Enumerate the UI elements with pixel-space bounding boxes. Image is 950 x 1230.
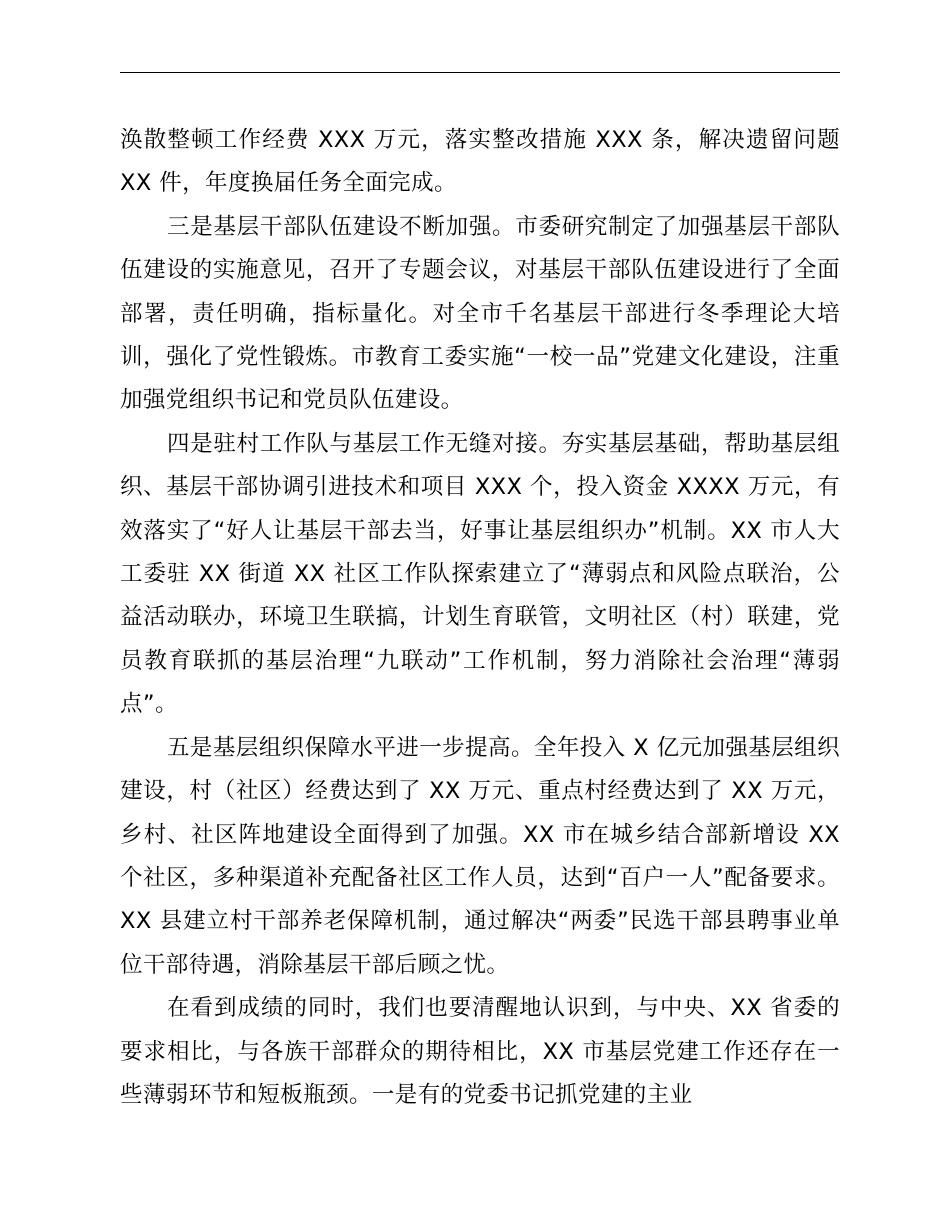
- paragraph-shortcomings: 在看到成绩的同时，我们也要清醒地认识到，与中央、XX 省委的要求相比，与各族干部群众的期待相比，XX 市基层党建工作还存在一些薄弱环节和短板瓶颈。一是有的党委书记抓党建的主业: [120, 995, 840, 1108]
- paragraph-item-5: 五是基层组织保障水平进一步提高。全年投入 X 亿元加强基层组织建设，村（社区）经费达到了 XX 万元、重点村经费达到了 XX 万元，乡村、社区阵地建设全面得到了加强。XX 市在城乡结合部新增设 XX 个社区，多种渠道补充配备社区工作人员，达到“百户一人”配备要求。XX 县建立村干部养老保障机制，通过解决“两委”民选干部县聘事业单位干部待遇，消除基层干部后顾之忧。: [120, 734, 840, 978]
- paragraph-item-4: 四是驻村工作队与基层工作无缝对接。夯实基层基础，帮助基层组织、基层干部协调引进技术和项目 XXX 个，投入资金 XXXX 万元，有效落实了“好人让基层干部去当，好事让基层组织办”机制。XX 市人大工委驻 XX 街道 XX 社区工作队探索建立了“薄弱点和风险点联治，公益活动联办，环境卫生联搞，计划生育联管，文明社区（村）联建，党员教育联抓的基层治理“九联动”工作机制，努力消除社会治理“薄弱点”。: [120, 430, 840, 718]
- paragraph-continued: 涣散整顿工作经费 XXX 万元，落实整改措施 XXX 条，解决遗留问题 XX 件，年度换届任务全面完成。: [120, 127, 840, 197]
- header-rule: [120, 72, 840, 73]
- paragraph-item-3: 三是基层干部队伍建设不断加强。市委研究制定了加强基层干部队伍建设的实施意见，召开了专题会议，对基层干部队伍建设进行了全面部署，责任明确，指标量化。对全市千名基层干部进行冬季理论大培训，强化了党性锻炼。市教育工委实施“一校一品”党建文化建设，注重加强党组织书记和党员队伍建设。: [120, 213, 840, 414]
- document-body: [120, 119, 840, 1117]
